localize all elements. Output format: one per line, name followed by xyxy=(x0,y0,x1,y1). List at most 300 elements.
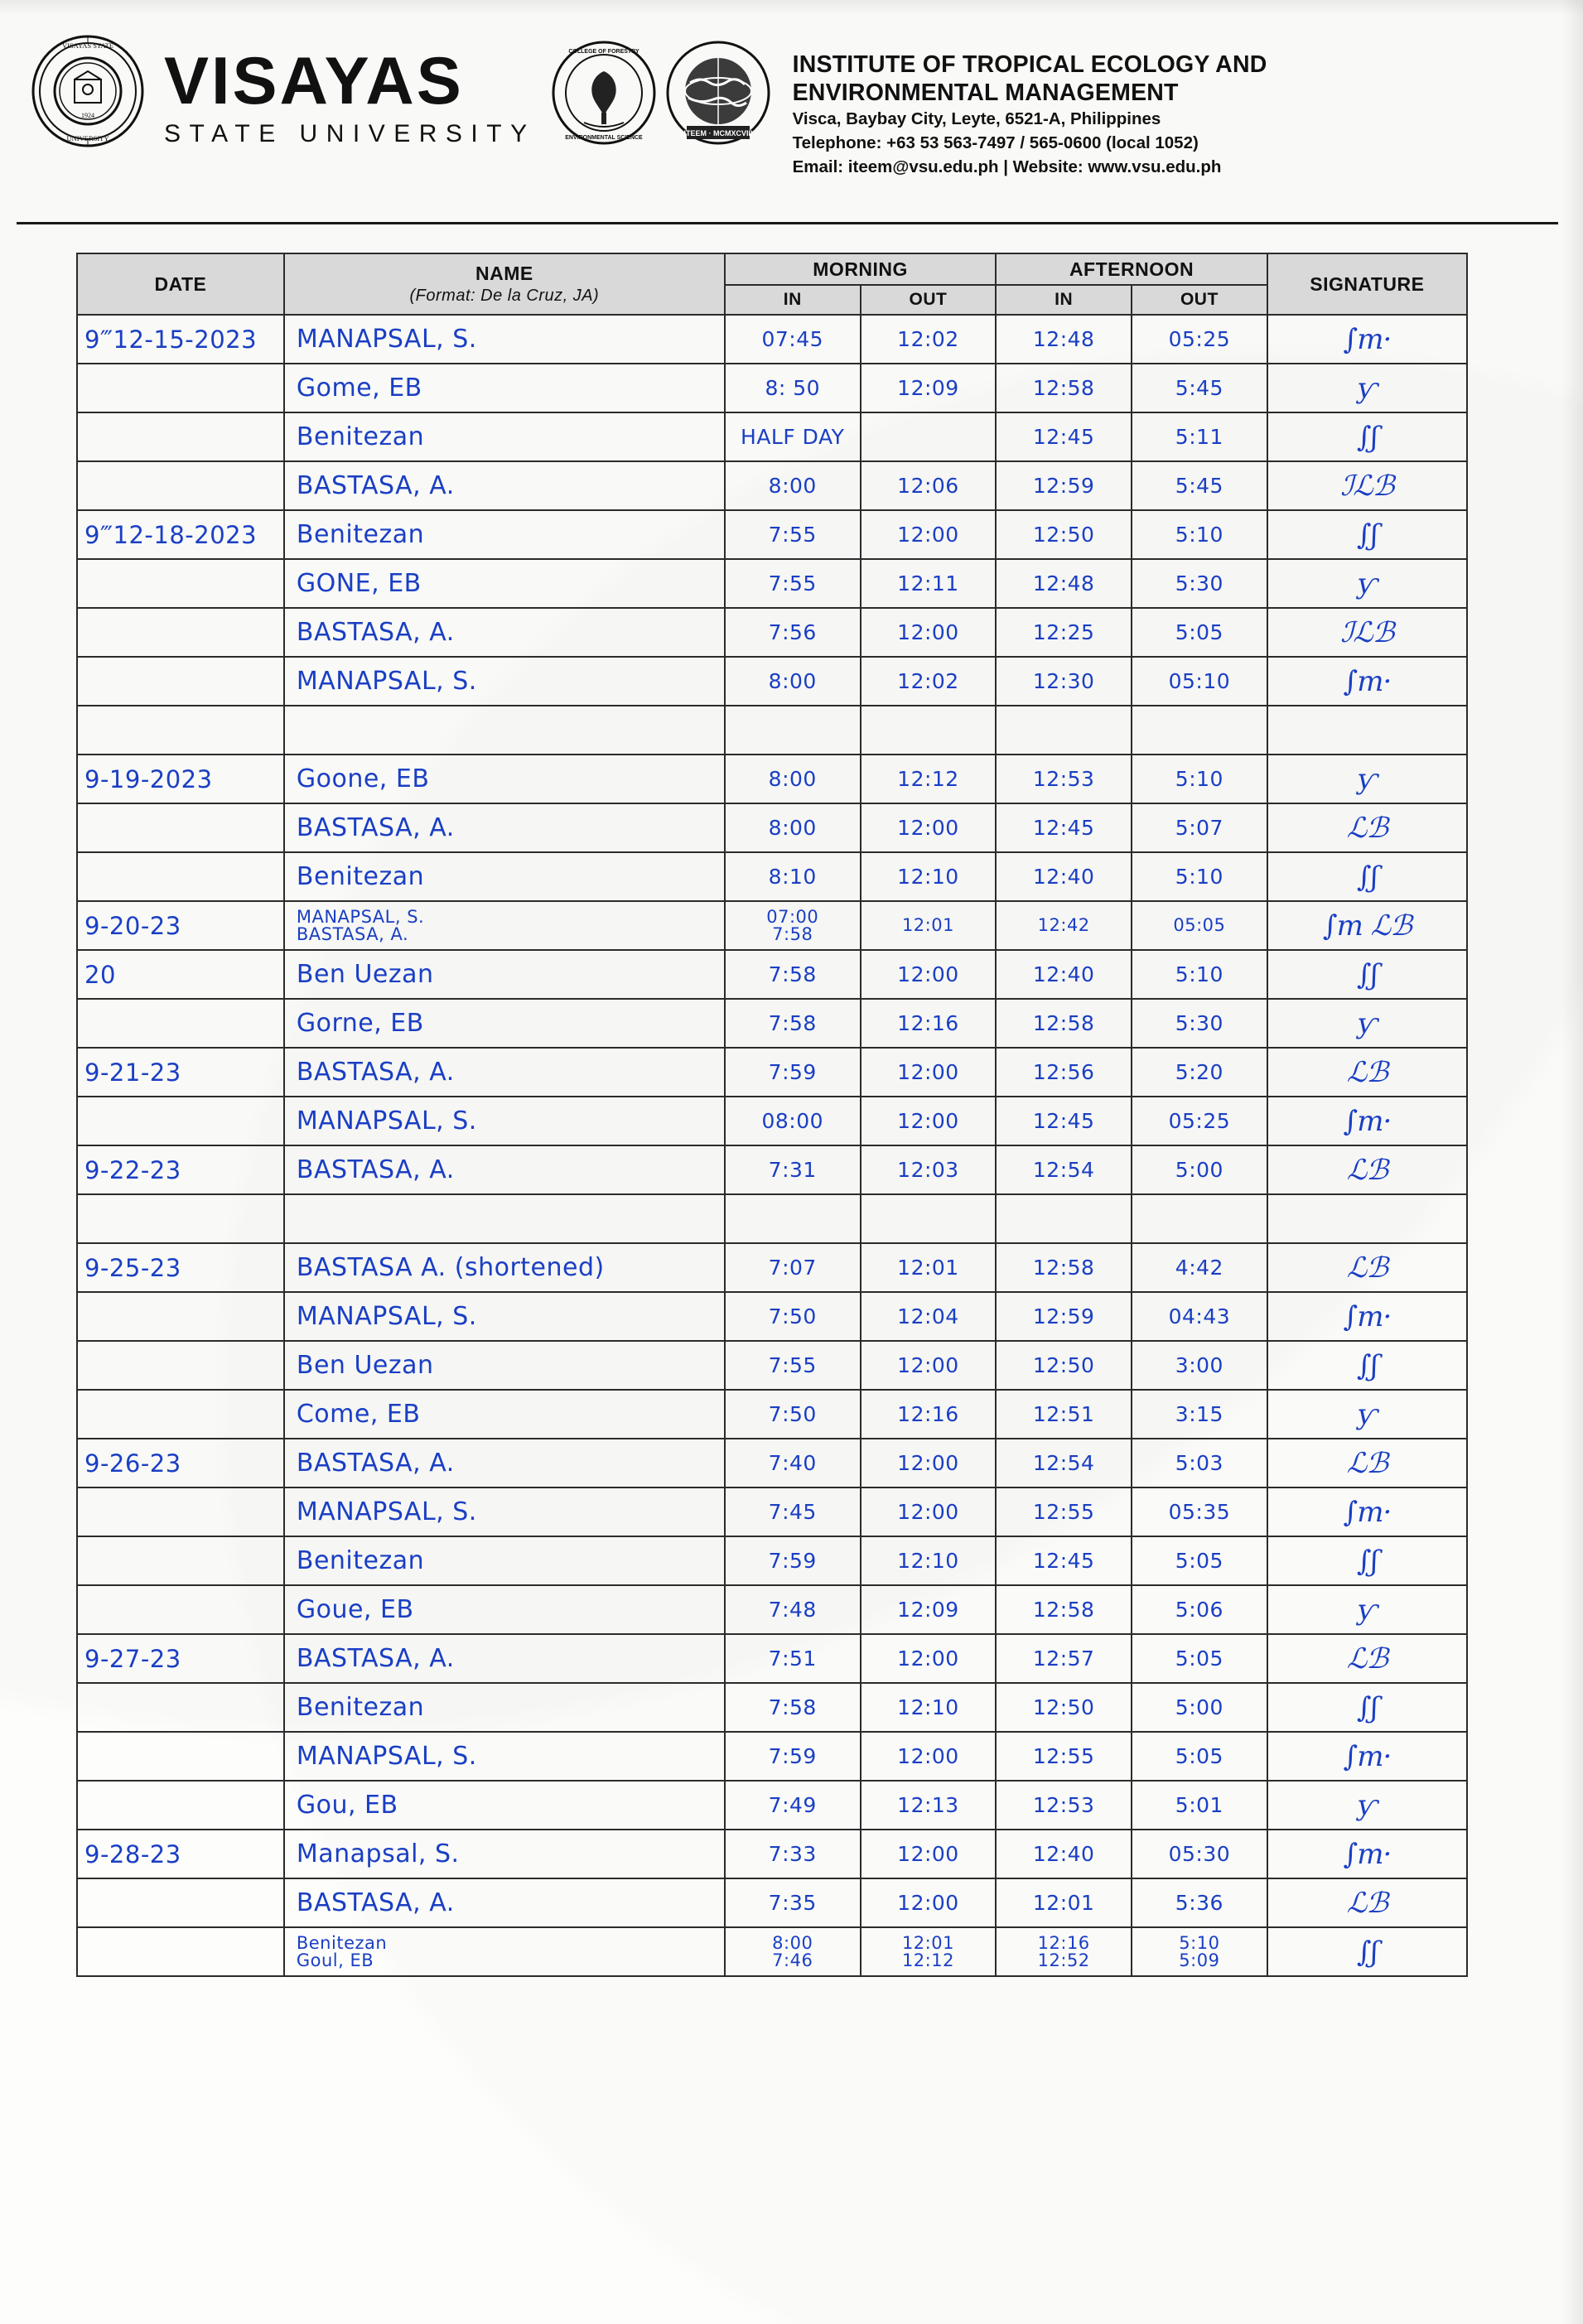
cell-signature[interactable] xyxy=(1267,1634,1467,1683)
cell-signature[interactable] xyxy=(1267,1439,1467,1487)
cell-date[interactable] xyxy=(77,852,284,901)
cell-afternoon-in[interactable] xyxy=(996,755,1132,803)
cell-morning-in[interactable] xyxy=(725,1634,861,1683)
cell-morning-in[interactable] xyxy=(725,803,861,852)
cell-name[interactable] xyxy=(284,852,725,901)
cell-morning-out[interactable] xyxy=(861,1243,997,1292)
cell-afternoon-out[interactable] xyxy=(1132,461,1267,510)
cell-afternoon-in-value: 12:57 xyxy=(1032,1647,1095,1671)
cell-morning-in[interactable] xyxy=(725,412,861,461)
cell-morning-out-value: 12:12 xyxy=(897,767,959,791)
cell-morning-out[interactable] xyxy=(861,755,997,803)
table-row xyxy=(77,706,1467,755)
cell-name[interactable] xyxy=(284,1194,725,1243)
cell-afternoon-out[interactable] xyxy=(1132,1194,1267,1243)
cell-date[interactable] xyxy=(77,1487,284,1536)
cell-afternoon-out[interactable] xyxy=(1132,950,1267,999)
cell-afternoon-out[interactable] xyxy=(1132,1878,1267,1927)
cell-name[interactable] xyxy=(284,510,725,559)
cell-morning-out[interactable] xyxy=(861,1927,997,1976)
cell-name[interactable] xyxy=(284,1683,725,1732)
cell-afternoon-out[interactable] xyxy=(1132,852,1267,901)
cell-morning-in[interactable] xyxy=(725,852,861,901)
cell-signature[interactable] xyxy=(1267,1830,1467,1878)
cell-morning-in[interactable] xyxy=(725,1927,861,1976)
cell-signature[interactable] xyxy=(1267,1243,1467,1292)
cell-morning-out[interactable] xyxy=(861,1292,997,1341)
cell-morning-out[interactable] xyxy=(861,1878,997,1927)
cell-morning-in[interactable] xyxy=(725,1487,861,1536)
cell-signature[interactable] xyxy=(1267,412,1467,461)
cell-morning-out-value: 12:00 xyxy=(897,523,959,547)
cell-date-value: 9-28-23 xyxy=(84,1839,181,1868)
cell-morning-in[interactable] xyxy=(725,315,861,364)
cell-morning-in[interactable] xyxy=(725,1194,861,1243)
cell-afternoon-in[interactable] xyxy=(996,1878,1132,1927)
cell-morning-in[interactable] xyxy=(725,461,861,510)
cell-name[interactable] xyxy=(284,1536,725,1585)
cell-date[interactable] xyxy=(77,1145,284,1194)
cell-morning-in[interactable] xyxy=(725,608,861,657)
cell-name-value: Benitezan xyxy=(296,422,425,451)
cell-afternoon-in[interactable] xyxy=(996,1683,1132,1732)
cell-signature[interactable] xyxy=(1267,364,1467,412)
cell-afternoon-in[interactable] xyxy=(996,901,1132,950)
cell-afternoon-out[interactable] xyxy=(1132,1536,1267,1585)
cell-afternoon-in[interactable] xyxy=(996,1634,1132,1683)
cell-signature[interactable] xyxy=(1267,1292,1467,1341)
cell-morning-out[interactable] xyxy=(861,1145,997,1194)
cell-signature[interactable] xyxy=(1267,315,1467,364)
cell-signature[interactable] xyxy=(1267,1536,1467,1585)
cell-signature[interactable] xyxy=(1267,1194,1467,1243)
cell-morning-out[interactable] xyxy=(861,1097,997,1145)
cell-afternoon-in[interactable] xyxy=(996,510,1132,559)
cell-afternoon-in[interactable] xyxy=(996,1390,1132,1439)
cell-afternoon-in-value: 12:50 xyxy=(1032,1695,1095,1719)
cell-date[interactable] xyxy=(77,1927,284,1976)
cell-name-value: GONE, EB xyxy=(296,569,422,598)
cell-morning-out[interactable] xyxy=(861,510,997,559)
cell-afternoon-out[interactable] xyxy=(1132,803,1267,852)
cell-morning-in-value: 7:55 xyxy=(768,1353,817,1377)
cell-afternoon-in[interactable] xyxy=(996,1145,1132,1194)
cell-name-value: Manapsal, S. xyxy=(296,1839,460,1868)
table-row xyxy=(77,510,1467,559)
cell-afternoon-out-upper: 5:10 xyxy=(1179,1932,1220,1953)
cell-morning-out[interactable] xyxy=(861,901,997,950)
cell-date[interactable] xyxy=(77,1878,284,1927)
cell-name[interactable] xyxy=(284,1732,725,1781)
cell-name[interactable] xyxy=(284,608,725,657)
cell-morning-in-value: 7:50 xyxy=(768,1402,817,1426)
cell-afternoon-in-value: 12:55 xyxy=(1032,1744,1095,1768)
cell-morning-out[interactable] xyxy=(861,1487,997,1536)
cell-morning-in[interactable] xyxy=(725,657,861,706)
cell-morning-in[interactable] xyxy=(725,1097,861,1145)
cell-name[interactable] xyxy=(284,1830,725,1878)
cell-afternoon-in-value: 12:58 xyxy=(1032,376,1095,400)
cell-morning-out[interactable] xyxy=(861,1634,997,1683)
cell-afternoon-in[interactable] xyxy=(996,950,1132,999)
table-row xyxy=(77,1634,1467,1683)
cell-morning-out-value: 12:10 xyxy=(897,865,959,889)
cell-morning-in[interactable] xyxy=(725,1292,861,1341)
cell-name[interactable] xyxy=(284,1390,725,1439)
cell-signature[interactable] xyxy=(1267,1048,1467,1097)
signature-mark: ƴ xyxy=(1357,762,1378,796)
cell-morning-out[interactable] xyxy=(861,461,997,510)
cell-afternoon-out[interactable] xyxy=(1132,412,1267,461)
cell-date[interactable] xyxy=(77,1048,284,1097)
cell-signature[interactable] xyxy=(1267,1927,1467,1976)
cell-date[interactable] xyxy=(77,755,284,803)
cell-afternoon-out-value: 5:07 xyxy=(1175,816,1223,840)
cell-morning-in[interactable] xyxy=(725,1683,861,1732)
cell-signature[interactable] xyxy=(1267,1487,1467,1536)
cell-afternoon-out[interactable] xyxy=(1132,999,1267,1048)
cell-signature[interactable] xyxy=(1267,1585,1467,1634)
cell-date[interactable] xyxy=(77,412,284,461)
cell-afternoon-out[interactable] xyxy=(1132,1585,1267,1634)
cell-date[interactable] xyxy=(77,510,284,559)
cell-date[interactable] xyxy=(77,1439,284,1487)
cell-morning-out[interactable] xyxy=(861,999,997,1048)
cell-afternoon-in[interactable] xyxy=(996,1585,1132,1634)
cell-afternoon-out[interactable] xyxy=(1132,608,1267,657)
cell-signature[interactable] xyxy=(1267,510,1467,559)
cell-morning-out[interactable] xyxy=(861,559,997,608)
cell-date[interactable] xyxy=(77,1732,284,1781)
cell-signature[interactable] xyxy=(1267,706,1467,755)
cell-afternoon-in[interactable] xyxy=(996,559,1132,608)
cell-name[interactable] xyxy=(284,1341,725,1390)
cell-signature[interactable] xyxy=(1267,1341,1467,1390)
cell-afternoon-out-value: 04:43 xyxy=(1168,1304,1231,1328)
cell-signature[interactable] xyxy=(1267,1781,1467,1830)
cell-date[interactable] xyxy=(77,1390,284,1439)
cell-morning-in[interactable] xyxy=(725,1048,861,1097)
cell-afternoon-out[interactable] xyxy=(1132,657,1267,706)
cell-date[interactable] xyxy=(77,901,284,950)
cell-afternoon-out[interactable] xyxy=(1132,1439,1267,1487)
cell-afternoon-out[interactable] xyxy=(1132,315,1267,364)
cell-afternoon-in[interactable] xyxy=(996,1781,1132,1830)
cell-afternoon-in[interactable] xyxy=(996,1830,1132,1878)
cell-afternoon-in[interactable] xyxy=(996,1487,1132,1536)
signature-mark: ∫m· xyxy=(1343,1739,1392,1773)
cell-afternoon-out[interactable] xyxy=(1132,1830,1267,1878)
cell-afternoon-out[interactable] xyxy=(1132,1634,1267,1683)
cell-afternoon-in[interactable] xyxy=(996,706,1132,755)
cell-name[interactable] xyxy=(284,1292,725,1341)
svg-text:COLLEGE OF FORESTRY: COLLEGE OF FORESTRY xyxy=(567,49,639,55)
cell-signature[interactable] xyxy=(1267,1390,1467,1439)
cell-afternoon-in[interactable] xyxy=(996,1292,1132,1341)
institute-telephone: Telephone: +63 53 563-7497 / 565-0600 (local 1052) xyxy=(792,133,1199,153)
cell-date[interactable] xyxy=(77,1341,284,1390)
cell-morning-in[interactable] xyxy=(725,1830,861,1878)
cell-afternoon-out[interactable] xyxy=(1132,510,1267,559)
cell-afternoon-out-value: 5:10 xyxy=(1175,523,1223,547)
cell-morning-out[interactable] xyxy=(861,1830,997,1878)
cell-morning-out[interactable] xyxy=(861,364,997,412)
cell-name[interactable] xyxy=(284,461,725,510)
cell-signature[interactable] xyxy=(1267,852,1467,901)
table-row xyxy=(77,1292,1467,1341)
cell-morning-in[interactable] xyxy=(725,1341,861,1390)
cell-date[interactable] xyxy=(77,559,284,608)
cell-name[interactable] xyxy=(284,1439,725,1487)
cell-name[interactable] xyxy=(284,1097,725,1145)
cell-date[interactable] xyxy=(77,461,284,510)
cell-name[interactable] xyxy=(284,559,725,608)
cell-date[interactable] xyxy=(77,1683,284,1732)
cell-name[interactable] xyxy=(284,999,725,1048)
cell-morning-in[interactable] xyxy=(725,1585,861,1634)
cell-afternoon-in-value: 12:30 xyxy=(1032,669,1095,693)
cell-afternoon-in[interactable] xyxy=(996,1536,1132,1585)
cell-afternoon-in[interactable] xyxy=(996,461,1132,510)
cell-signature[interactable] xyxy=(1267,755,1467,803)
cell-morning-in[interactable] xyxy=(725,706,861,755)
cell-afternoon-in[interactable] xyxy=(996,1243,1132,1292)
table-row xyxy=(77,852,1467,901)
cell-afternoon-out[interactable] xyxy=(1132,1145,1267,1194)
cell-signature[interactable] xyxy=(1267,1878,1467,1927)
cell-morning-out[interactable] xyxy=(861,1585,997,1634)
cell-name[interactable] xyxy=(284,1487,725,1536)
cell-morning-out[interactable] xyxy=(861,315,997,364)
cell-afternoon-in[interactable] xyxy=(996,1732,1132,1781)
cell-signature[interactable] xyxy=(1267,803,1467,852)
cell-date-value: 9-25-23 xyxy=(84,1253,181,1282)
cell-signature[interactable] xyxy=(1267,1683,1467,1732)
cell-morning-out[interactable] xyxy=(861,1781,997,1830)
cell-morning-in[interactable] xyxy=(725,1781,861,1830)
cell-morning-out[interactable] xyxy=(861,1341,997,1390)
cell-date[interactable] xyxy=(77,1243,284,1292)
cell-signature[interactable] xyxy=(1267,950,1467,999)
cell-afternoon-in-upper: 12:16 xyxy=(1037,1932,1090,1953)
cell-afternoon-out[interactable] xyxy=(1132,364,1267,412)
table-row xyxy=(77,1878,1467,1927)
cell-date-value: 9-22-23 xyxy=(84,1155,181,1184)
cell-morning-in[interactable] xyxy=(725,510,861,559)
cell-afternoon-in-value: 12:54 xyxy=(1032,1158,1095,1182)
cell-afternoon-in-value: 12:48 xyxy=(1032,571,1095,595)
cell-morning-in-value: 7:55 xyxy=(768,523,817,547)
cell-afternoon-out-value: 5:00 xyxy=(1175,1158,1223,1182)
cell-afternoon-in[interactable] xyxy=(996,999,1132,1048)
cell-afternoon-out[interactable] xyxy=(1132,1732,1267,1781)
cell-date[interactable] xyxy=(77,1292,284,1341)
cell-date[interactable] xyxy=(77,1830,284,1878)
signature-mark: ℒℬ xyxy=(1346,1251,1388,1285)
cell-afternoon-out[interactable] xyxy=(1132,1097,1267,1145)
cell-date[interactable] xyxy=(77,1781,284,1830)
cell-date-value: 9-27-23 xyxy=(84,1644,181,1673)
cell-name[interactable] xyxy=(284,950,725,999)
cell-name[interactable] xyxy=(284,1048,725,1097)
cell-date[interactable] xyxy=(77,1634,284,1683)
cell-morning-in-value: 7:31 xyxy=(768,1158,817,1182)
cell-morning-in[interactable] xyxy=(725,999,861,1048)
cell-signature[interactable] xyxy=(1267,901,1467,950)
cell-afternoon-out[interactable] xyxy=(1132,1781,1267,1830)
cell-signature[interactable] xyxy=(1267,1145,1467,1194)
cell-name[interactable] xyxy=(284,1243,725,1292)
cell-morning-out[interactable] xyxy=(861,412,997,461)
cell-afternoon-in[interactable] xyxy=(996,412,1132,461)
cell-afternoon-out[interactable] xyxy=(1132,755,1267,803)
cell-name-value: Benitezan xyxy=(296,520,425,549)
cell-signature[interactable] xyxy=(1267,657,1467,706)
cell-name[interactable] xyxy=(284,1878,725,1927)
cell-afternoon-in[interactable] xyxy=(996,608,1132,657)
cell-signature[interactable] xyxy=(1267,999,1467,1048)
cell-date-value: 9-19-2023 xyxy=(84,764,213,793)
cell-afternoon-in-value: 12:59 xyxy=(1032,1304,1095,1328)
signature-mark: ƴ xyxy=(1357,1788,1378,1822)
table-row xyxy=(77,1585,1467,1634)
cell-morning-out[interactable] xyxy=(861,852,997,901)
cell-afternoon-in[interactable] xyxy=(996,1048,1132,1097)
cell-signature[interactable] xyxy=(1267,608,1467,657)
cell-date[interactable] xyxy=(77,657,284,706)
cell-morning-in[interactable] xyxy=(725,1536,861,1585)
table-row xyxy=(77,1097,1467,1145)
cell-afternoon-out[interactable] xyxy=(1132,559,1267,608)
cell-date[interactable] xyxy=(77,999,284,1048)
cell-signature[interactable] xyxy=(1267,1097,1467,1145)
cell-afternoon-in[interactable] xyxy=(996,1439,1132,1487)
cell-name-value: Ben Uezan xyxy=(296,960,434,989)
institute-title-line-2: ENVIRONMENTAL MANAGEMENT xyxy=(792,79,1179,106)
cell-name[interactable] xyxy=(284,1781,725,1830)
cell-name[interactable] xyxy=(284,1145,725,1194)
cell-name[interactable] xyxy=(284,803,725,852)
cell-morning-in[interactable] xyxy=(725,1732,861,1781)
cell-afternoon-in[interactable] xyxy=(996,315,1132,364)
cell-morning-in[interactable] xyxy=(725,901,861,950)
cell-afternoon-out[interactable] xyxy=(1132,1683,1267,1732)
cell-date[interactable] xyxy=(77,950,284,999)
cell-morning-in[interactable] xyxy=(725,1390,861,1439)
svg-text:UNIVERSITY: UNIVERSITY xyxy=(66,134,109,142)
cell-morning-out[interactable] xyxy=(861,1390,997,1439)
cell-morning-out[interactable] xyxy=(861,950,997,999)
cell-morning-out[interactable] xyxy=(861,1439,997,1487)
cell-afternoon-in[interactable] xyxy=(996,1927,1132,1976)
cell-date[interactable] xyxy=(77,1536,284,1585)
cell-afternoon-out[interactable] xyxy=(1132,706,1267,755)
cell-afternoon-out[interactable] xyxy=(1132,901,1267,950)
cell-name[interactable] xyxy=(284,364,725,412)
cell-name-lower: BASTASA, A. xyxy=(296,923,409,944)
svg-text:ENVIRONMENTAL SCIENCE: ENVIRONMENTAL SCIENCE xyxy=(564,135,643,141)
institute-block xyxy=(793,28,1552,180)
cell-name[interactable] xyxy=(284,901,725,950)
signature-mark: ƴ xyxy=(1357,1006,1378,1040)
cell-date[interactable] xyxy=(77,1585,284,1634)
cell-morning-out[interactable] xyxy=(861,1732,997,1781)
cell-date[interactable] xyxy=(77,1097,284,1145)
table-row xyxy=(77,1048,1467,1097)
table-row xyxy=(77,1927,1467,1976)
cell-afternoon-in[interactable] xyxy=(996,657,1132,706)
cell-morning-out[interactable] xyxy=(861,657,997,706)
cell-afternoon-in[interactable] xyxy=(996,803,1132,852)
signature-mark: ℐℒℬ xyxy=(1340,469,1394,503)
cell-date[interactable] xyxy=(77,315,284,364)
cell-name[interactable] xyxy=(284,1927,725,1976)
cell-morning-out[interactable] xyxy=(861,1194,997,1243)
cell-morning-in[interactable] xyxy=(725,1439,861,1487)
cell-afternoon-in[interactable] xyxy=(996,1194,1132,1243)
cell-afternoon-out[interactable] xyxy=(1132,1048,1267,1097)
cell-afternoon-out[interactable] xyxy=(1132,1292,1267,1341)
cell-morning-in[interactable] xyxy=(725,559,861,608)
college-of-forestry-logo-icon xyxy=(551,40,657,146)
cell-morning-out[interactable] xyxy=(861,706,997,755)
cell-name[interactable] xyxy=(284,1634,725,1683)
cell-date[interactable] xyxy=(77,706,284,755)
cell-date[interactable] xyxy=(77,608,284,657)
cell-afternoon-in[interactable] xyxy=(996,1341,1132,1390)
cell-afternoon-in[interactable] xyxy=(996,1097,1132,1145)
cell-morning-in[interactable] xyxy=(725,1243,861,1292)
cell-morning-in[interactable] xyxy=(725,755,861,803)
cell-morning-out[interactable] xyxy=(861,1536,997,1585)
cell-afternoon-out-value: 5:11 xyxy=(1175,425,1223,449)
cell-afternoon-out[interactable] xyxy=(1132,1341,1267,1390)
cell-morning-out-value: 12:06 xyxy=(897,474,959,498)
cell-morning-out[interactable] xyxy=(861,1048,997,1097)
cell-afternoon-in-value: 12:45 xyxy=(1032,425,1095,449)
cell-name-value: BASTASA, A. xyxy=(296,1058,455,1087)
cell-signature[interactable] xyxy=(1267,559,1467,608)
cell-afternoon-out[interactable] xyxy=(1132,1243,1267,1292)
cell-name[interactable] xyxy=(284,412,725,461)
cell-name[interactable] xyxy=(284,1585,725,1634)
cell-morning-in[interactable] xyxy=(725,950,861,999)
column-header-morning-in: IN xyxy=(725,285,861,315)
cell-morning-out-value: 12:00 xyxy=(897,1109,959,1133)
cell-name[interactable] xyxy=(284,706,725,755)
cell-afternoon-out[interactable] xyxy=(1132,1487,1267,1536)
cell-name[interactable] xyxy=(284,315,725,364)
cell-signature[interactable] xyxy=(1267,1732,1467,1781)
cell-morning-out[interactable] xyxy=(861,608,997,657)
cell-afternoon-in[interactable] xyxy=(996,364,1132,412)
cell-name[interactable] xyxy=(284,755,725,803)
cell-morning-out[interactable] xyxy=(861,1683,997,1732)
cell-signature[interactable] xyxy=(1267,461,1467,510)
cell-date[interactable] xyxy=(77,1194,284,1243)
cell-morning-in[interactable] xyxy=(725,1878,861,1927)
cell-morning-out[interactable] xyxy=(861,803,997,852)
cell-name[interactable] xyxy=(284,657,725,706)
cell-morning-in[interactable] xyxy=(725,364,861,412)
iteem-logo-icon xyxy=(665,40,771,146)
cell-morning-in[interactable] xyxy=(725,1145,861,1194)
cell-date[interactable] xyxy=(77,364,284,412)
cell-afternoon-out[interactable] xyxy=(1132,1927,1267,1976)
cell-afternoon-out[interactable] xyxy=(1132,1390,1267,1439)
cell-date[interactable] xyxy=(77,803,284,852)
cell-afternoon-in[interactable] xyxy=(996,852,1132,901)
